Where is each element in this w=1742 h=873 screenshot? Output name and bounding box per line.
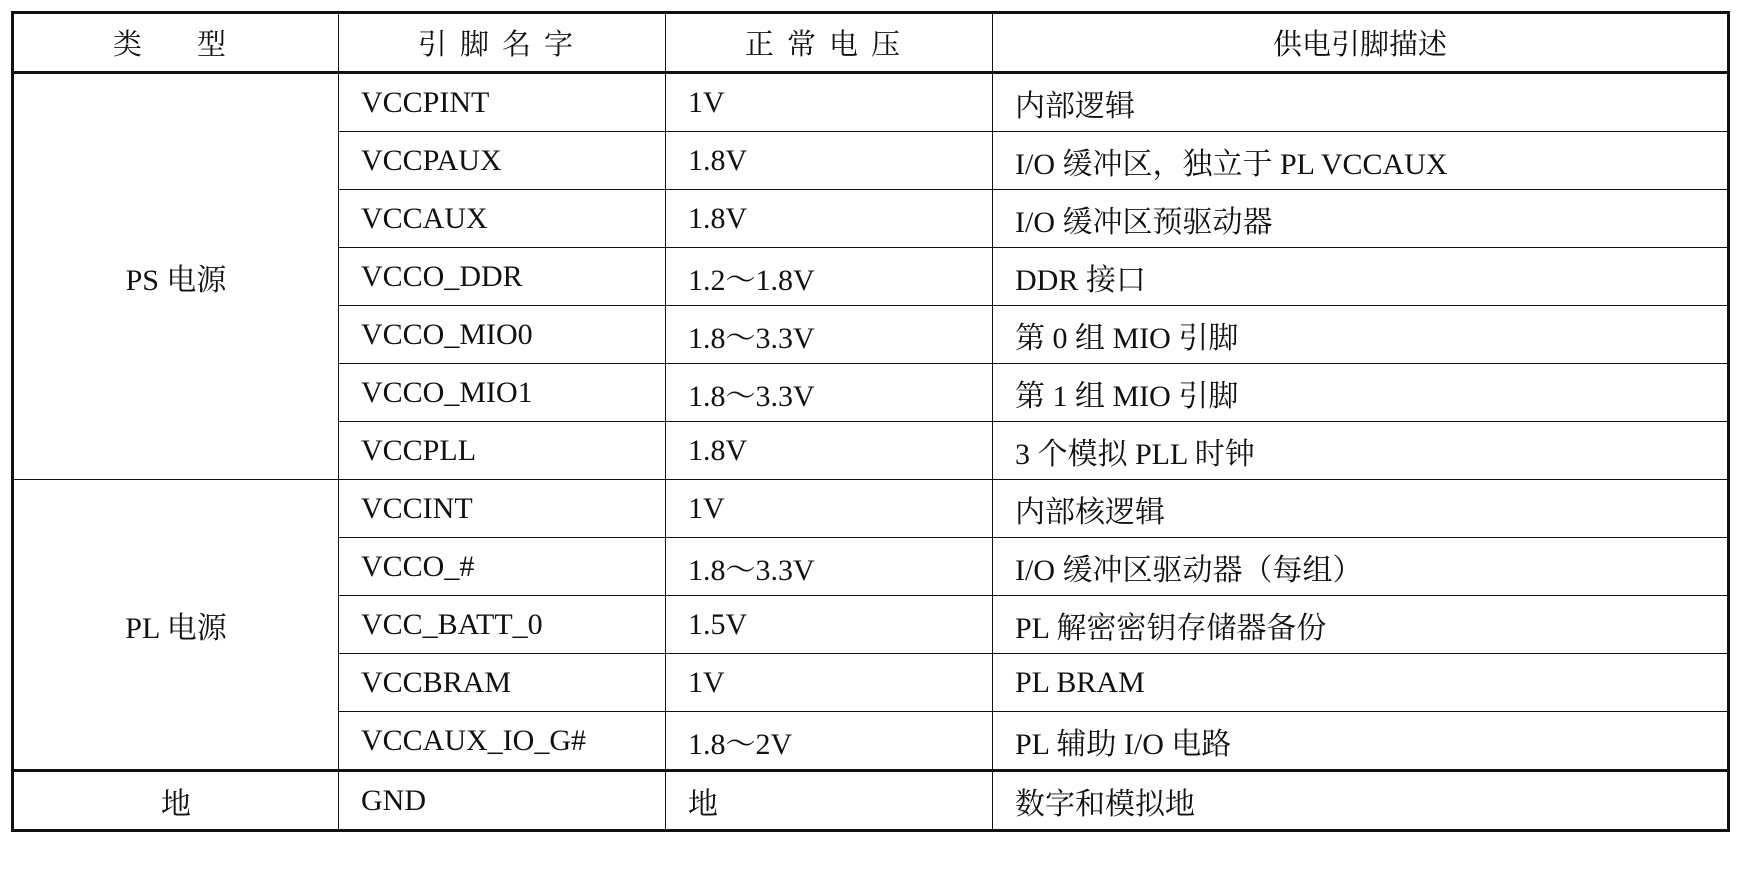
header-type: 类 型: [13, 13, 339, 73]
pin-name-cell: VCCO_MIO0: [339, 306, 666, 364]
pin-name-cell: VCC_BATT_0: [339, 596, 666, 654]
voltage-cell: 地: [666, 771, 993, 831]
table-row: [13, 73, 1729, 132]
voltage-cell: 1.8V: [666, 422, 993, 480]
voltage-cell: 1V: [666, 73, 993, 132]
group-label-ps-power: PS 电源: [13, 73, 339, 480]
pin-name-cell: VCCO_#: [339, 538, 666, 596]
voltage-cell: 1.8～3.3V: [666, 306, 993, 364]
pin-name-cell: VCCAUX: [339, 190, 666, 248]
description-cell: DDR 接口: [993, 248, 1729, 306]
description-cell: PL 解密密钥存储器备份: [993, 596, 1729, 654]
power-pin-table: [11, 11, 1730, 832]
voltage-cell: 1V: [666, 480, 993, 538]
voltage-cell: 1.8V: [666, 132, 993, 190]
description-cell: I/O 缓冲区驱动器（每组）: [993, 538, 1729, 596]
pin-name-cell: VCCO_DDR: [339, 248, 666, 306]
description-cell: PL 辅助 I/O 电路: [993, 712, 1729, 771]
header-pin-name: 引脚名字: [339, 13, 666, 73]
description-cell: PL BRAM: [993, 654, 1729, 712]
voltage-cell: 1.5V: [666, 596, 993, 654]
description-cell: I/O 缓冲区预驱动器: [993, 190, 1729, 248]
header-voltage: 正常电压: [666, 13, 993, 73]
pin-name-cell: VCCAUX_IO_G#: [339, 712, 666, 771]
group-label-pl-power: PL 电源: [13, 480, 339, 771]
voltage-cell: 1.8～2V: [666, 712, 993, 771]
voltage-cell: 1.8～3.3V: [666, 538, 993, 596]
table-row: [13, 771, 1729, 831]
description-cell: 第 0 组 MIO 引脚: [993, 306, 1729, 364]
voltage-cell: 1.2～1.8V: [666, 248, 993, 306]
voltage-cell: 1.8～3.3V: [666, 364, 993, 422]
description-cell: 第 1 组 MIO 引脚: [993, 364, 1729, 422]
voltage-cell: 1V: [666, 654, 993, 712]
pin-name-cell: GND: [339, 771, 666, 831]
pin-name-cell: VCCINT: [339, 480, 666, 538]
header-row: [13, 13, 1729, 73]
pin-name-cell: VCCO_MIO1: [339, 364, 666, 422]
description-cell: 内部逻辑: [993, 73, 1729, 132]
description-cell: 3 个模拟 PLL 时钟: [993, 422, 1729, 480]
pin-name-cell: VCCPINT: [339, 73, 666, 132]
group-label-ground: 地: [13, 771, 339, 831]
pin-name-cell: VCCBRAM: [339, 654, 666, 712]
header-description: 供电引脚描述: [993, 13, 1729, 73]
description-cell: I/O 缓冲区，独立于 PL VCCAUX: [993, 132, 1729, 190]
voltage-cell: 1.8V: [666, 190, 993, 248]
pin-name-cell: VCCPLL: [339, 422, 666, 480]
description-cell: 内部核逻辑: [993, 480, 1729, 538]
table-row: [13, 480, 1729, 538]
description-cell: 数字和模拟地: [993, 771, 1729, 831]
pin-name-cell: VCCPAUX: [339, 132, 666, 190]
